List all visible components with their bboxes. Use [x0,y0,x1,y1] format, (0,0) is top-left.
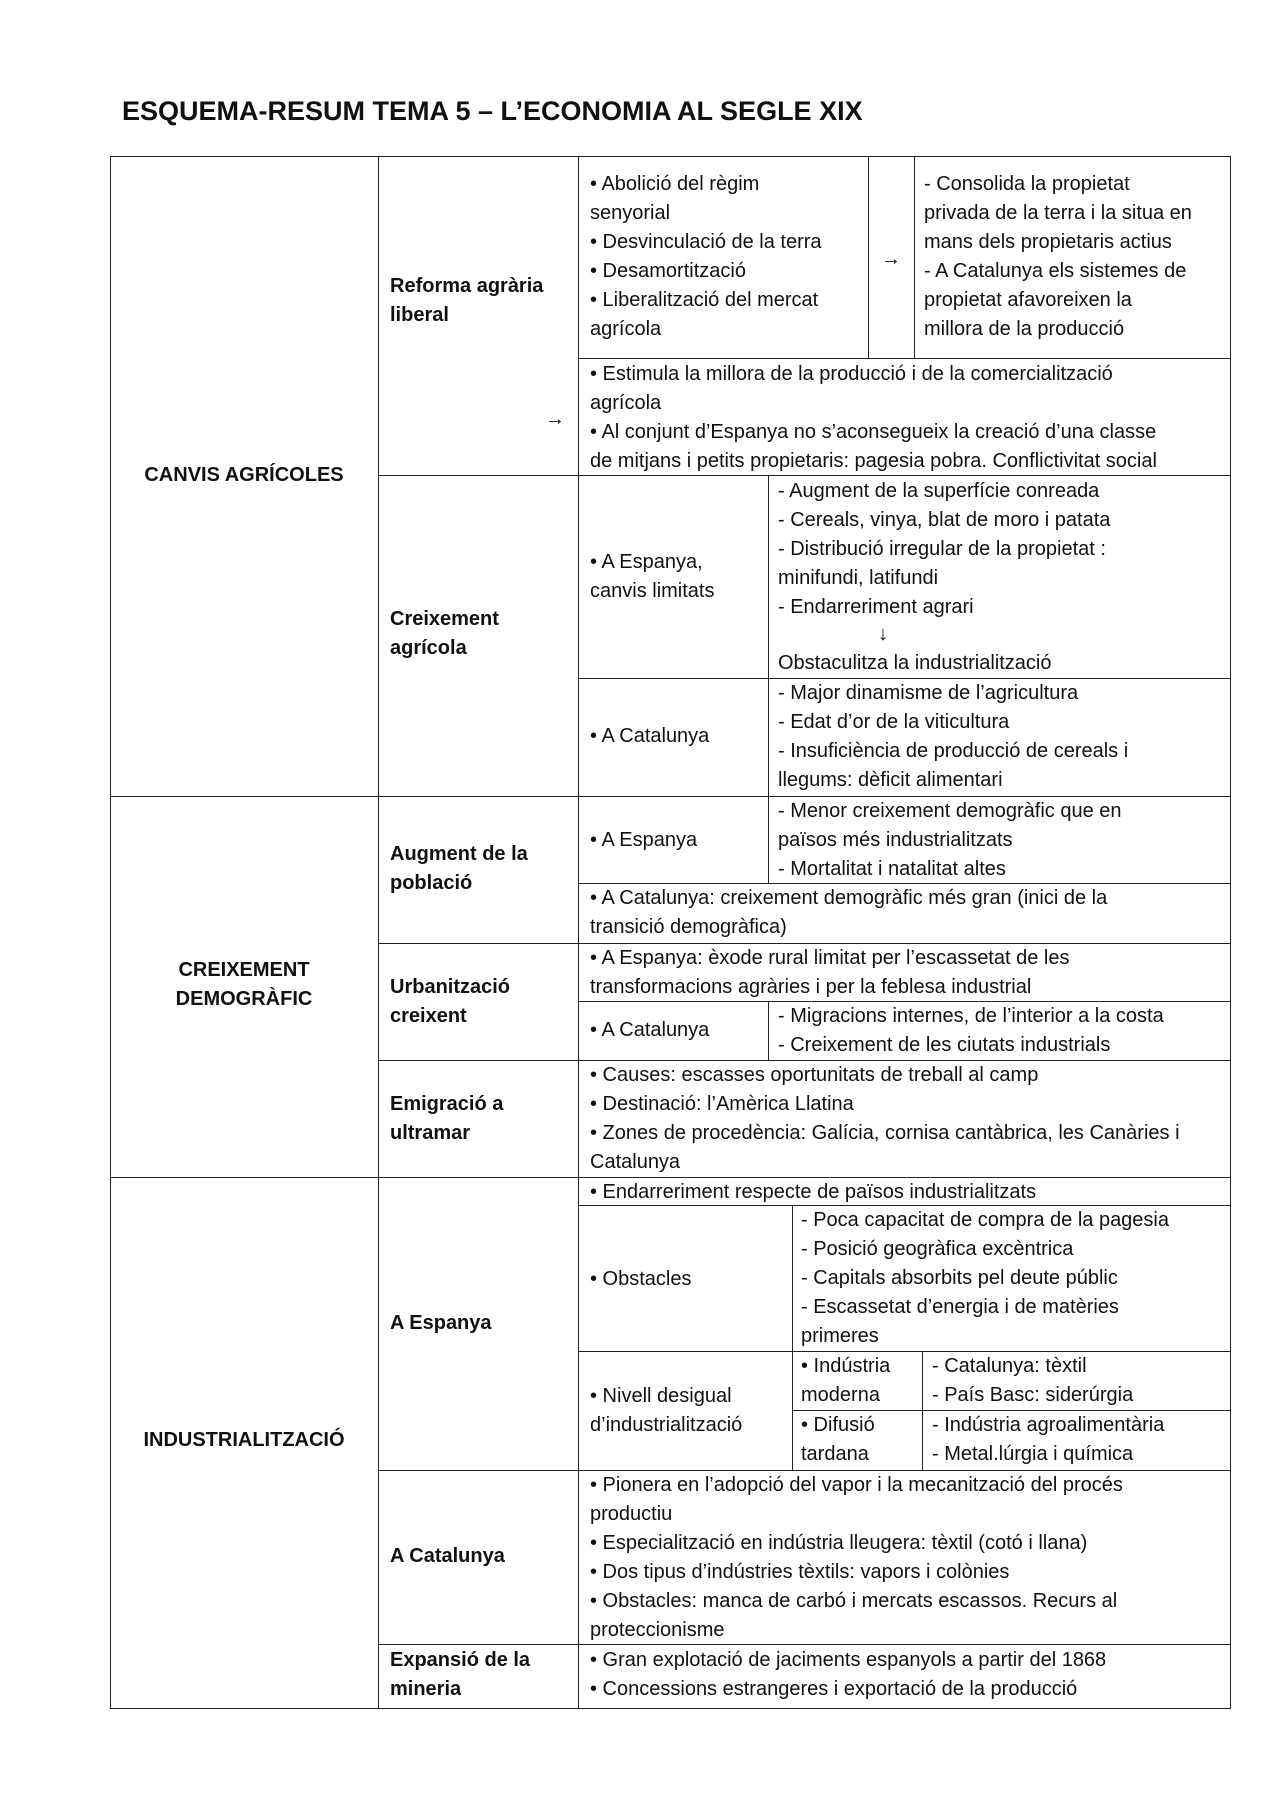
ind-difusio-details: - Indústria agroalimentària - Metal.lúrgia i química [932,1414,1165,1465]
augment-espanya-label: • A Espanya [590,829,698,851]
section-heading-industrialization: INDUSTRIALITZACIÓ [143,1429,345,1451]
ind-espanya-endarreriment: • Endarreriment respecte de països industrialitzats [590,1181,1037,1203]
cell-divider [792,1205,793,1470]
cell-divider [768,796,769,883]
ind-catalunya-details: • Pionera en l’adopció del vapor i la mecanització del procés productiu • Especialització en indústria lleugera: tèxtil (cotó i llana) • Dos tipus d’indústries tèxtils: vapors i colònies • Obstacles: manca de carbó i mercats escassos. Recurs al proteccionisme [590,1474,1123,1641]
creixement-espanya-result: Obstaculitza la industrialització [778,652,1052,674]
emigracio-details: • Causes: escasses oportunitats de treball al camp • Destinació: l’Amèrica Llatina • Zones de procedència: Galícia, cornisa cantàbrica, les Canàries i Catalunya [590,1064,1180,1173]
urbanitzacio-label: Urbanització creixent [390,976,511,1027]
cell-divider [868,156,869,358]
column-divider [378,156,379,1709]
augment-label: Augment de la població [390,843,528,894]
urbanitzacio-catalunya-details: - Migracions internes, de l’interior a la costa - Creixement de les ciutats industrials [778,1005,1164,1056]
arrow-down-icon: ↓ [878,623,888,645]
urbanitzacio-catalunya-label: • A Catalunya [590,1019,710,1041]
section-heading-demographic: CREIXEMENT DEMOGRÀFIC [175,959,313,1010]
table-border-right [1230,156,1231,1709]
table-border-left [110,156,111,1709]
arrow-right-icon: → [545,408,565,430]
table-border-top [110,156,1230,157]
page-title: ESQUEMA-RESUM TEMA 5 – L’ECONOMIA AL SEGLE XIX [122,96,863,126]
cell-divider [914,156,915,358]
table-border-bottom [110,1708,1230,1709]
creixement-catalunya-details: - Major dinamisme de l’agricultura - Edat d’or de la viticultura - Insuficiència de producció de cereals i llegums: dèficit alimentari [778,682,1129,791]
creixement-espanya-label: • A Espanya, canvis limitats [590,551,715,602]
mineria-details: • Gran explotació de jaciments espanyols a partir del 1868 • Concessions estrangeres i exportació de la producció [590,1649,1107,1700]
ind-obstacles-label: • Obstacles [590,1268,692,1290]
reforma-effects: - Consolida la propietat privada de la terra i la situa en mans dels propietaris actius - A Catalunya els sistemes de propietat afavoreixen la millora de la producció [924,173,1192,340]
ind-moderna-details: - Catalunya: tèxtil - País Basc: siderúrgia [932,1355,1134,1406]
mineria-label: Expansió de la mineria [390,1649,531,1700]
cell-divider [578,358,1230,359]
reforma-label: Reforma agrària liberal [390,275,544,326]
creixement-catalunya-label: • A Catalunya [590,725,710,747]
column-divider [578,156,579,1709]
ind-catalunya-label: A Catalunya [390,1545,505,1567]
ind-moderna-label: • Indústria moderna [801,1355,891,1406]
section-heading-agricultural: CANVIS AGRÍCOLES [144,464,344,486]
creixement-espanya-details: - Augment de la superfície conreada - Cereals, vinya, blat de moro i patata - Distribució irregular de la propietat : minifundi, latifundi - Endarreriment agrari [778,480,1111,618]
augment-espanya-details: - Menor creixement demogràfic que en països més industrialitzats - Mortalitat i natalitat altes [778,800,1122,880]
reforma-measures: • Abolició del règim senyorial • Desvinculació de la terra • Desamortització • Liberalització del mercat agrícola [590,173,822,340]
ind-obstacles-details: - Poca capacitat de compra de la pagesia - Posició geogràfica excèntrica - Capitals absorbits pel deute públic - Escassetat d’energia i de matèries primeres [801,1209,1169,1347]
creixement-label: Creixement agrícola [390,608,499,659]
cell-divider [768,1001,769,1060]
arrow-right-icon: → [881,248,901,270]
reforma-consequences: • Estimula la millora de la producció i de la comercialització agrícola • Al conjunt d’Espanya no s’aconsegueix la creació d’una classe de mitjans i petits propietaris: pagesia pobra. Conflictivitat social [590,363,1157,472]
ind-difusio-label: • Difusió tardana [801,1414,875,1465]
cell-divider [768,475,769,796]
ind-nivell-label: • Nivell desigual d’industrialització [590,1385,743,1436]
ind-espanya-label: A Espanya [390,1312,492,1334]
urbanitzacio-espanya: • A Espanya: èxode rural limitat per l’escassetat de les transformacions agràries i per la feblesa industrial [590,947,1070,998]
augment-catalunya: • A Catalunya: creixement demogràfic més gran (inici de la transició demogràfica) [590,887,1108,938]
emigracio-label: Emigració a ultramar [390,1093,504,1144]
